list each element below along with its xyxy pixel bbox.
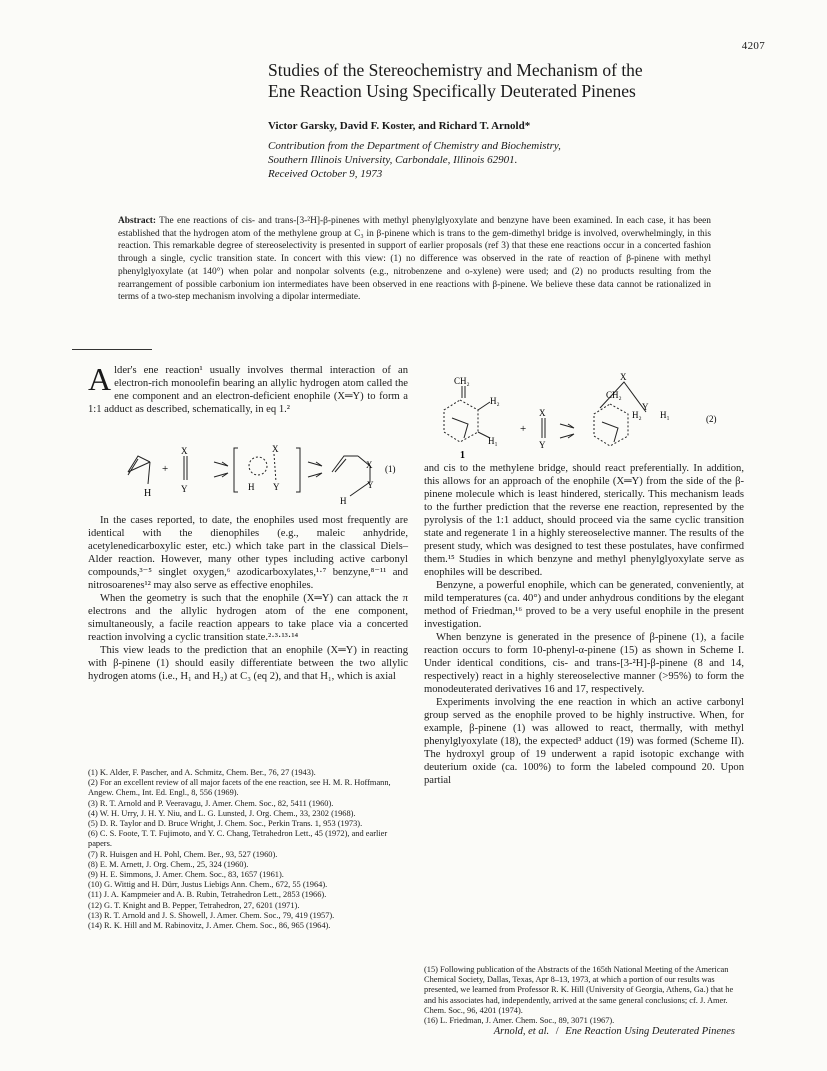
eq1-y-label: Y bbox=[181, 484, 188, 494]
affiliation-line-1: Contribution from the Department of Chemistry and Biochemistry, bbox=[268, 140, 561, 152]
abstract bbox=[118, 215, 711, 304]
enophile-double-bond-2 bbox=[542, 418, 545, 438]
eq1-product-h: H bbox=[340, 496, 347, 506]
eq2-plus: + bbox=[520, 423, 527, 435]
eq2-ts-ch2: CH₂ bbox=[606, 390, 622, 400]
footer-title: Ene Reaction Using Deuterated Pinenes bbox=[565, 1026, 735, 1037]
footnotes-left bbox=[88, 768, 408, 931]
eq1-ts-y: Y bbox=[273, 482, 280, 492]
pinene-exocyclic-double-bond bbox=[462, 386, 465, 398]
intro-paragraph bbox=[88, 361, 408, 416]
allylic-bond bbox=[148, 462, 150, 484]
eq1-x-label: X bbox=[181, 446, 188, 456]
footnote: (8) E. M. Arnett, J. Org. Chem., 25, 324 (1960). bbox=[88, 859, 249, 869]
eq1-ts-h: H bbox=[248, 482, 255, 492]
eq1-product-y: Y bbox=[367, 480, 374, 490]
authors: Victor Garsky, David F. Koster, and Richard T. Arnold* bbox=[268, 120, 531, 132]
footnote: (14) R. K. Hill and M. Rabinovitz, J. Amer. Chem. Soc., 86, 965 (1964). bbox=[88, 921, 331, 931]
footnote: (7) R. Huisgen and H. Pohl, Chem. Ber., 93, 527 (1960). bbox=[88, 849, 278, 859]
footnote: (5) D. R. Taylor and D. Bruce Wright, J. Chem. Soc., Perkin Trans. 1, 953 (1973). bbox=[88, 819, 363, 829]
left-column-body bbox=[88, 514, 408, 683]
product-chain bbox=[332, 456, 358, 472]
eq2-ts-y: Y bbox=[642, 402, 649, 412]
running-footer bbox=[494, 1026, 735, 1037]
right-paragraph-4: Experiments involving the ene reaction in which an active carbonyl group served as the enophile proved to be highly instructive. When, for example, β-pinene (1) was allowed to react, thermally, with methyl phenylglyoxylate (18), the expected³ adduct (19) was formed (Scheme II). The hydroxyl group of 19 underwent a rapid isotopic exchange with deuterium oxide (ca. 100%) to form the labeled compound 20. Upon partial bbox=[424, 697, 744, 786]
eq2-y-label: Y bbox=[539, 440, 546, 450]
eq2-x-label: X bbox=[539, 408, 546, 418]
eq2-ch2-label: CH₂ bbox=[454, 376, 470, 386]
pinene-bridge-1 bbox=[452, 418, 468, 438]
footnote: (3) R. T. Arnold and P. Veeravagu, J. Amer. Chem. Soc., 82, 5411 (1960). bbox=[88, 798, 334, 808]
page-number: 4207 bbox=[741, 40, 765, 52]
right-paragraph-1: and cis to the methylene bridge, should react preferentially. In addition, this allows for an approach of the enophile (X═Y) from the side of the β-pinene molecule which is least hindered, sterically. This mechanism leads to the further prediction that the reverse ene reaction, represented by the pyrolysis of the 1:1 adduct, should proceed via the same cyclic transition state and regenerate 1 in a highly stereoselective manner. The results of the present study, which was designed to test these postulates, have confirmed them.¹⁵ Studies in which benzyne and methyl phenylglyoxylate serve as enophiles will be described. bbox=[424, 463, 744, 578]
eq1-ts-x: X bbox=[272, 444, 279, 454]
compound-1-label: 1 bbox=[460, 450, 465, 460]
eq2-number: (2) bbox=[706, 414, 717, 424]
title-line-1: Studies of the Stereochemistry and Mechanism of the bbox=[268, 60, 643, 80]
footnote: (1) K. Alder, F. Pascher, and A. Schmitz, Chem. Ber., 76, 27 (1943). bbox=[88, 768, 316, 777]
transition-state-brackets bbox=[234, 448, 300, 492]
pinene-h-bonds-1 bbox=[478, 402, 490, 438]
eq1-h-label: H bbox=[144, 488, 152, 499]
footnote: (15) Following publication of the Abstracts of the 165th National Meeting of the American Chemical Society, Dallas, Texas, Apr 8–13, 1973, at which a portion of our results was presented, we learned from Professor R. K. Hill (University of Georgia, Athens, Ga.) that he and his associates had, independently, arrived at the same general conclusions; cf. J. Amer. Chem. Soc., 96, 4201 (1974). bbox=[424, 965, 734, 1015]
right-column-body bbox=[424, 462, 744, 787]
right-paragraph-2: Benzyne, a powerful enophile, which can be generated, conveniently, at mild temperatures (ca. 40°) and under anhydrous conditions by the elegant method of Friedman,¹⁶ proved to be a very useful enophile in the present investigation. bbox=[424, 580, 744, 630]
transition-state-bond bbox=[274, 454, 276, 482]
eq1-product-x: X bbox=[366, 460, 373, 470]
left-paragraph-4: This view leads to the prediction that an enophile (X═Y) in reacting with β-pinene (1) should easily differentiate between the two allylic hydrogen atoms (i.e., H₁ and H₂) at C₃ (eq 2), and that H₁, which is axial bbox=[88, 645, 408, 682]
affiliation bbox=[268, 139, 698, 181]
left-paragraph-2: In the cases reported, to date, the enophiles used most frequently are identical with the dienophiles (e.g., maleic anhydride, acetylenedicarboxylic ester, etc.) which take part in the classical Diels–Alder reaction. However, many other types including active carbonyl compounds,³⁻⁵ singlet oxygen,⁶ azodicarboxylates,¹·⁷ benzyne,⁸⁻¹¹ and nitrosoarenes¹² may also serve as effective enophiles. bbox=[88, 515, 408, 591]
footnote: (16) L. Friedman, J. Amer. Chem. Soc., 89, 3071 (1967). bbox=[424, 1016, 615, 1026]
transition-state-ring bbox=[249, 457, 267, 475]
footer-author: Arnold, et al. bbox=[493, 1026, 550, 1037]
right-paragraph-3: When benzyne is generated in the presence of β-pinene (1), a facile reaction occurs to form 10-phenyl-α-pinene (15) as shown in Scheme I. Under identical conditions, cis- and trans-[3-²H]-β-pinene (8 and 14, respectively) react in a highly stereoselective manner (>95%) to form the monodeuterated derivatives 16 and 17, respectively. bbox=[424, 632, 744, 695]
footnote: (13) R. T. Arnold and J. S. Showell, J. Amer. Chem. Soc., 79, 419 (1957). bbox=[88, 910, 335, 920]
article-title bbox=[268, 60, 728, 102]
abstract-label: Abstract: bbox=[118, 216, 157, 226]
eq2-ts-h2: H₂ bbox=[632, 410, 642, 420]
equilibrium-arrow-1 bbox=[214, 462, 228, 477]
eq2-h1-label: H₁ bbox=[488, 436, 498, 446]
eq2-ts-h1: H₁ bbox=[660, 410, 670, 420]
footnote: (6) C. S. Foote, T. T. Fujimoto, and Y. C. Chang, Tetrahedron Lett., 45 (1972), and earlier papers. bbox=[88, 829, 388, 849]
equilibrium-arrow-3 bbox=[560, 424, 574, 438]
eq2-h2-label: H₂ bbox=[490, 396, 500, 406]
footnote: (12) G. T. Knight and B. Pepper, Tetrahedron, 27, 6201 (1971). bbox=[88, 900, 300, 910]
affiliation-line-2: Southern Illinois University, Carbondale, Illinois 62901. bbox=[268, 154, 518, 166]
footer-separator: / bbox=[555, 1026, 559, 1037]
eq1-plus: + bbox=[162, 463, 169, 475]
footnote: (2) For an excellent review of all major facets of the ene reaction, see H. M. R. Hoffmann, Angew. Chem., Int. Ed. Engl., 8, 556 (1969). bbox=[88, 778, 391, 798]
footnotes-right bbox=[424, 965, 744, 1026]
footnote: (10) G. Wittig and H. Dürr, Justus Liebigs Ann. Chem., 672, 55 (1964). bbox=[88, 880, 328, 890]
equation-1-scheme bbox=[88, 442, 408, 508]
eq1-number: (1) bbox=[385, 464, 396, 474]
abstract-text: The ene reactions of cis- and trans-[3-²H]-β-pinenes with methyl phenylglyoxylate and benzyne have been examined. In each case, it has been established that the hydrogen atom of the methylene group at C₃ in β-pinene which is trans to the gem-dimethyl bridge is involved, overwhelmingly, in this reaction. This remarkable degree of stereoselectivity is presented in support of earlier proposals (ref 3) that these ene reactions occur in a concerted fashion through a single, cyclic transition state. In concert with this view: (1) no difference was observed in the rate of reaction of β-pinene with methyl phenylglyoxylate (at 140°) when polar and nonpolar solvents (e.g., nitrobenzene and o-xylene) were used; and (2) no products resulting from the rearrangement of possible carbonium ion intermediates have been observed in ene reactions with β-pinene. We believe these data cannot be rationalized in terms of a two-step mechanism involving a dipolar intermediate. bbox=[118, 216, 711, 303]
left-paragraph-3: When the geometry is such that the enophile (X═Y) can attack the π electrons and the allylic hydrogen atom of the ene component, simultaneously, a facile reaction appears to take place via a concerted reaction involving a cyclic transition state.²·³·¹³·¹⁴ bbox=[88, 593, 408, 643]
section-rule bbox=[72, 349, 152, 350]
intro-text: lder's ene reaction¹ usually involves thermal interaction of an electron-rich monoolefin bearing an allylic hydrogen atom called the ene component and an electron-deficient enophile (X═Y) to form a 1:1 adduct as described, schematically, in eq 1.² bbox=[88, 365, 408, 415]
pinene-bridge-2 bbox=[602, 422, 618, 442]
footnote: (4) W. H. Urry, J. H. Y. Niu, and L. G. Lunsted, J. Org. Chem., 33, 2302 (1968). bbox=[88, 808, 356, 818]
title-line-2: Ene Reaction Using Specifically Deuterated Pinenes bbox=[268, 81, 636, 101]
received-date: Received October 9, 1973 bbox=[268, 168, 383, 180]
equilibrium-arrow-2 bbox=[308, 462, 322, 477]
footnote: (9) H. E. Simmons, J. Amer. Chem. Soc., 83, 1657 (1961). bbox=[88, 870, 284, 880]
enophile-double-bond bbox=[184, 456, 187, 480]
drop-cap: A bbox=[88, 361, 112, 397]
footnote: (11) J. A. Kampmeier and A. B. Rubin, Tetrahedron Lett., 2853 (1966). bbox=[88, 890, 327, 900]
eq2-ts-x: X bbox=[620, 372, 627, 382]
equation-2-scheme bbox=[424, 372, 744, 460]
